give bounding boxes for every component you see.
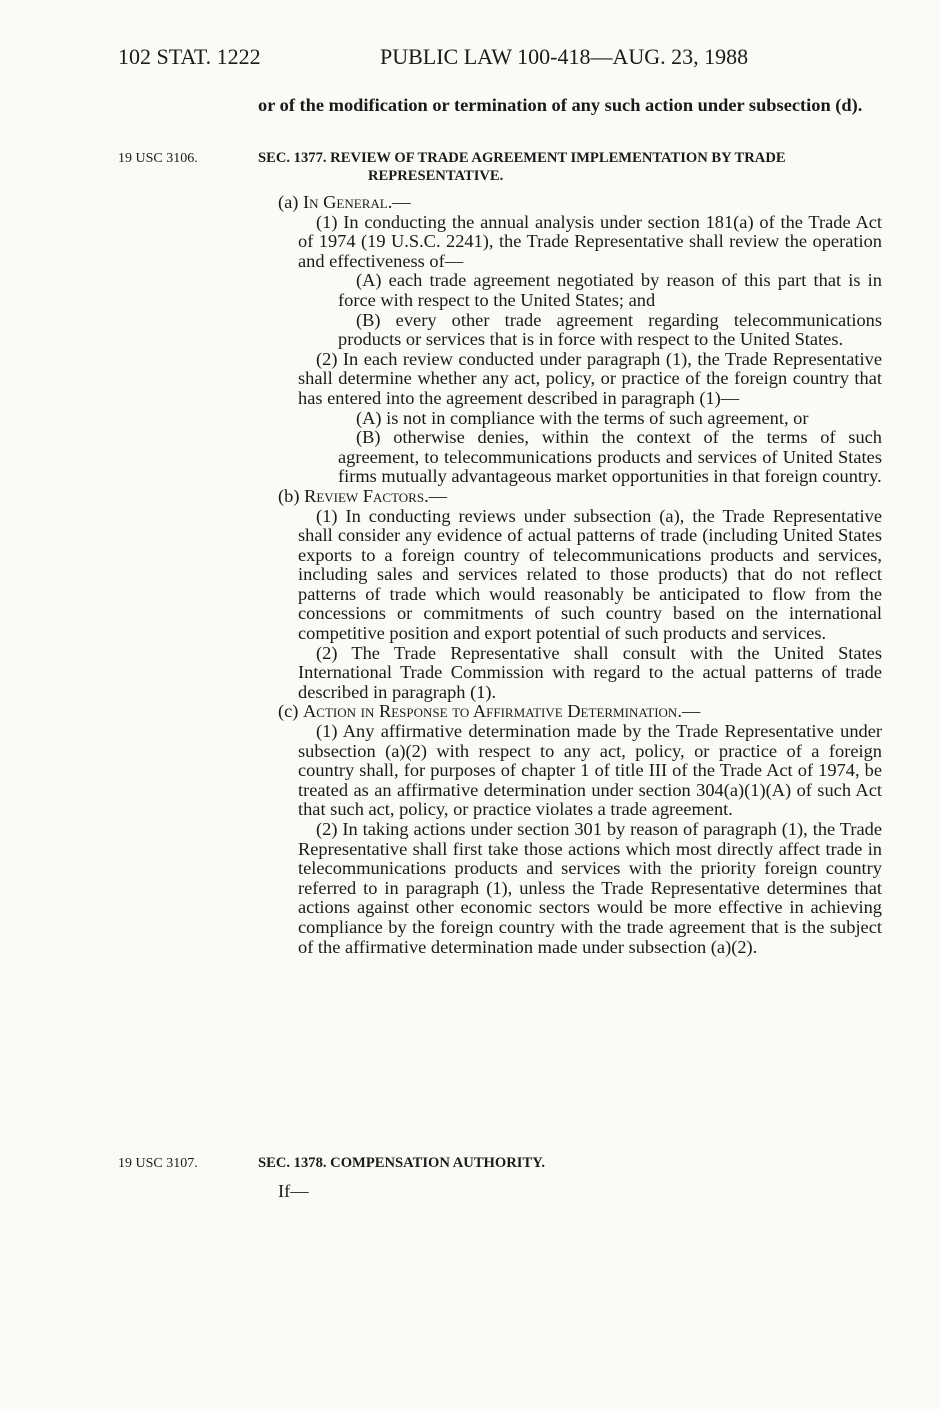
subsection-c-title: Action in Response to Affirmative Determination.—	[303, 701, 701, 722]
section-1377	[258, 149, 882, 957]
running-title: PUBLIC LAW 100-418—AUG. 23, 1988	[380, 44, 749, 69]
paragraph-a2A: (A) is not in compliance with the terms of such agreement, or	[356, 407, 809, 428]
subsection-c-label: (c)	[278, 701, 299, 722]
subsection-b-title: Review Factors.—	[304, 485, 448, 506]
paragraph-a2B: (B) otherwise denies, within the context of the terms of such agreement, to telecommunications products and services of United States firms mutually advantageous market opportunities in that foreign country.	[338, 427, 882, 487]
subsection-c-heading	[258, 702, 882, 722]
intro-paragraph	[258, 96, 882, 116]
subsection-a-title: In General.—	[303, 192, 411, 212]
section-1378-heading: SEC. 1378. COMPENSATION AUTHORITY.	[258, 1155, 546, 1171]
section-heading-line1: SEC. 1377. REVIEW OF TRADE AGREEMENT IMPLEMENTATION BY TRADE	[258, 150, 786, 166]
margin-note-sec1377: 19 USC 3106.	[118, 151, 198, 166]
paragraph-b1: (1) In conducting reviews under subsection (a), the Trade Representative shall consider any evidence of actual patterns of trade (including United States exports to a foreign country of telecommunications products and services, including sales and services related to those products) that do not reflect patterns of trade which would reasonably be anticipated to flow from the concessions or commitments of such country based on the international competitive position and export potential of such products and services.	[298, 505, 882, 644]
subsection-a-label: (a)	[278, 192, 299, 212]
section-heading	[258, 149, 882, 185]
paragraph-a1A: (A) each trade agreement negotiated by reason of this part that is in force with respect to the United States; and	[338, 270, 882, 310]
paragraph-c1: (1) Any affirmative determination made by the Trade Representative under subsection (a)(2) with respect to any act, policy, or practice of a foreign country shall, for purposes of chapter 1 of title III of the Trade Act of 1974, be treated as an affirmative determination under section 304(a)(1)(A) of such Act that such act, policy, or practice violates a trade agreement.	[298, 721, 882, 820]
paragraph-a2: (2) In each review conducted under paragraph (1), the Trade Representative shall determine whether any act, policy, or practice of the foreign country that has entered into the agreement described in paragraph (1)—	[298, 348, 882, 408]
paragraph-c2: (2) In taking actions under section 301 by reason of paragraph (1), the Trade Representative shall first take those actions which most directly affect trade in telecommunications products and services with the priority foreign country referred to in paragraph (1), unless the Trade Representative determines that actions against other economic sectors would be more effective in achieving compliance by the foreign country with the trade agreement that is the subject of the affirmative determination made under subsection (a)(2).	[298, 819, 882, 957]
section-1378	[258, 1154, 882, 1202]
section-heading-line2: REPRESENTATIVE.	[368, 168, 504, 184]
paragraph-a1: (1) In conducting the annual analysis under section 181(a) of the Trade Act of 1974 (19 U.S.C. 2241), the Trade Representative shall review the operation and effectiveness of—	[298, 211, 882, 271]
intro-text: or of the modification or termination of any such action under subsection (d).	[258, 95, 863, 115]
paragraph-a1B: (B) every other trade agreement regarding telecommunications products or services that is in force with respect to the United States.	[338, 309, 882, 350]
margin-note-sec1378: 19 USC 3107.	[118, 1156, 198, 1171]
stat-page-number: 102 STAT. 1222	[118, 44, 261, 69]
section-1378-if: If—	[278, 1181, 309, 1201]
paragraph-b2: (2) The Trade Representative shall consult with the United States International Trade Commission with regard to the actual patterns of trade described in paragraph (1).	[298, 642, 882, 702]
subsection-a-heading	[258, 193, 882, 213]
subsection-b-label: (b)	[278, 485, 300, 506]
subsection-b-heading	[258, 487, 882, 507]
